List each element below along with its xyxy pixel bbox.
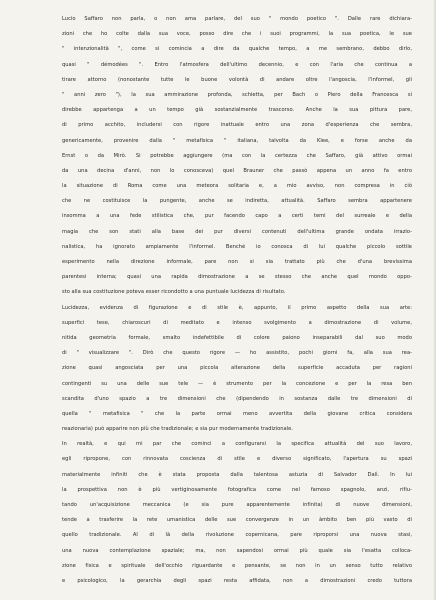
text-line: materialmente infiniti che è stata proposta dalla talentosa astuzia di Salvador Dalì. In lui [62, 471, 412, 478]
text-line: zione fisica e spirituale dell'occhio riguardante e pensante, se non in un senso tutto relativo [62, 562, 412, 569]
text-line: superfici tese, chiaroscuri di meditato e intenso svolgimento a dimostrazione di volume, [62, 319, 412, 326]
text-line: la prospettiva non è più vertiginosamente fotografica come nel famoso spagnolo, anzi, rifiu- [62, 486, 412, 493]
text-line: genericamente, provenire dalla " metafisica " italiana, talvolta da Klee, e forse anche da [62, 137, 412, 144]
text-line: In realtà, e qui mi par che cominci a configurarsi la specifica attualità del suo lavoro, [62, 441, 412, 448]
text-line: esperimento nella direzione informale, pare non si sia trattato più che d'una brevissima [62, 259, 412, 265]
text-line: zione quasi angosciata per una piccola alterazione della superficie accaduta per ragioni [62, 365, 412, 372]
text-line: zioni che ho colte dalla sua voce, posso dire che i suoi programmi, la sua poetica, le sue [62, 31, 412, 38]
text-line: che ne costituisce la pungente, anche se indiretta, attualità. Saffaro sembra appartenere [62, 198, 412, 205]
text-line: magia che son stati alla base dei pur diversi contenuti dell'ultima grande ondata irrazio- [62, 228, 412, 235]
text-line: tende a trasferire la rete umanistica delle sue convergenze in un àmbito ben più vasto di [62, 517, 412, 524]
text-line: e psicologico, la gerarchia degli spazi resta affidata, non a dimostrazioni credo tuttora [62, 577, 412, 584]
text-line: quello tradizionale. Al di là della rivoluzione copernicana, pare riproporsi una nuova stasi, [62, 532, 412, 539]
text-line: tando un'acquisizione meccanica (e sia pure apparentemente infinita) di nuove dimensioni, [62, 502, 412, 508]
text-line: nitida geometria formale, smalto indefettibile di colore paiono inseparabili dal suo modo [62, 334, 412, 341]
text-line: " intenzionalità ", come si comincia a dire da qualche tempo, a me sembrano, debbo dirlo, [62, 46, 412, 53]
text-line: contingenti su una delle sue tele — è strumento per la concezione e per la resa ben [62, 380, 412, 387]
text-line: la situazione di Roma come una meteora solitaria e, a mio avviso, non compresa in ciò [62, 183, 412, 190]
text-line: quasi " démodées ". Entro l'atmosfera dell'ultimo decennio, e con l'aria che continua a [62, 61, 412, 68]
text-line: nalistica, ha ignorato ampiamente l'informel. Benché io conosca di lui qualche piccolo sottile [62, 243, 412, 250]
text-line: " anni zero "), la sua ammirazione profonda, schietta, per Bach o Piero della Francesca si [62, 91, 412, 98]
text-line: tirare attorno (nonostante tutte le buone volontà di andare oltre l'angoscia, l'informel, gli [62, 76, 412, 83]
text-line: Lucidezza, evidenza di figurazione e di stile è, appunto, il primo aspetto della sua arte: [62, 304, 412, 311]
text-line: di " visualizzare ". Dirò che questo rigore — ho assistito, pochi giorni fa, alla sua rea- [62, 350, 412, 357]
text-line: da una decina d'anni, non lo conosceva) quel Brauner che passò appena un anno fa entro [62, 167, 412, 174]
text-line: Lucio Saffaro non parla, o non ama parlare, del suo " mondo poetico ". Dalle rare dichiara- [62, 16, 412, 22]
text-line: egli ripropone, con rinnovata coscienza di stile e diverso significato, l'apertura su spazi [62, 456, 412, 463]
text-line: sto alla sua costituzione poteva esser ricondotto a una puntuale lucidezza di risultato. [62, 289, 286, 296]
text-line: di primo acchito, includersi con rigore inattuale entro una zona d'esperienza che sembra, [62, 122, 412, 129]
text-line: insomma a una fede stilistica che, pur facendo capo a certi temi del surreale e della [62, 213, 412, 220]
text-line: una nuova contemplazione spaziale; ma, non sapendosi ormai più quale sia l'esatta colloca- [62, 547, 412, 554]
body-text [62, 12, 412, 589]
text-line: scandita d'uno spazio a tre dimensioni che (dipendendo in sostanza dalle tre dimensioni di [62, 395, 412, 402]
text-line: quella " metafisica " che la parte ormai meno avvertita della giovane critica considera [62, 410, 412, 417]
text-line: Ernst o da Mirò. Si potrebbe aggiungere (ma con la certezza che Saffaro, già attivo ormai [62, 152, 412, 159]
text-line: reazionaria) può apparire non più che tradizionale; e sia pur modernamente tradizionale. [62, 426, 293, 433]
text-line: parentesi interna; quasi una rapida dimostrazione a se stesso che anche quel mondo oppo- [62, 274, 412, 281]
text-line: direbbe appartenga a un tempo già sostanzialmente trascorso. Anche la sua pittura pare, [62, 107, 412, 114]
